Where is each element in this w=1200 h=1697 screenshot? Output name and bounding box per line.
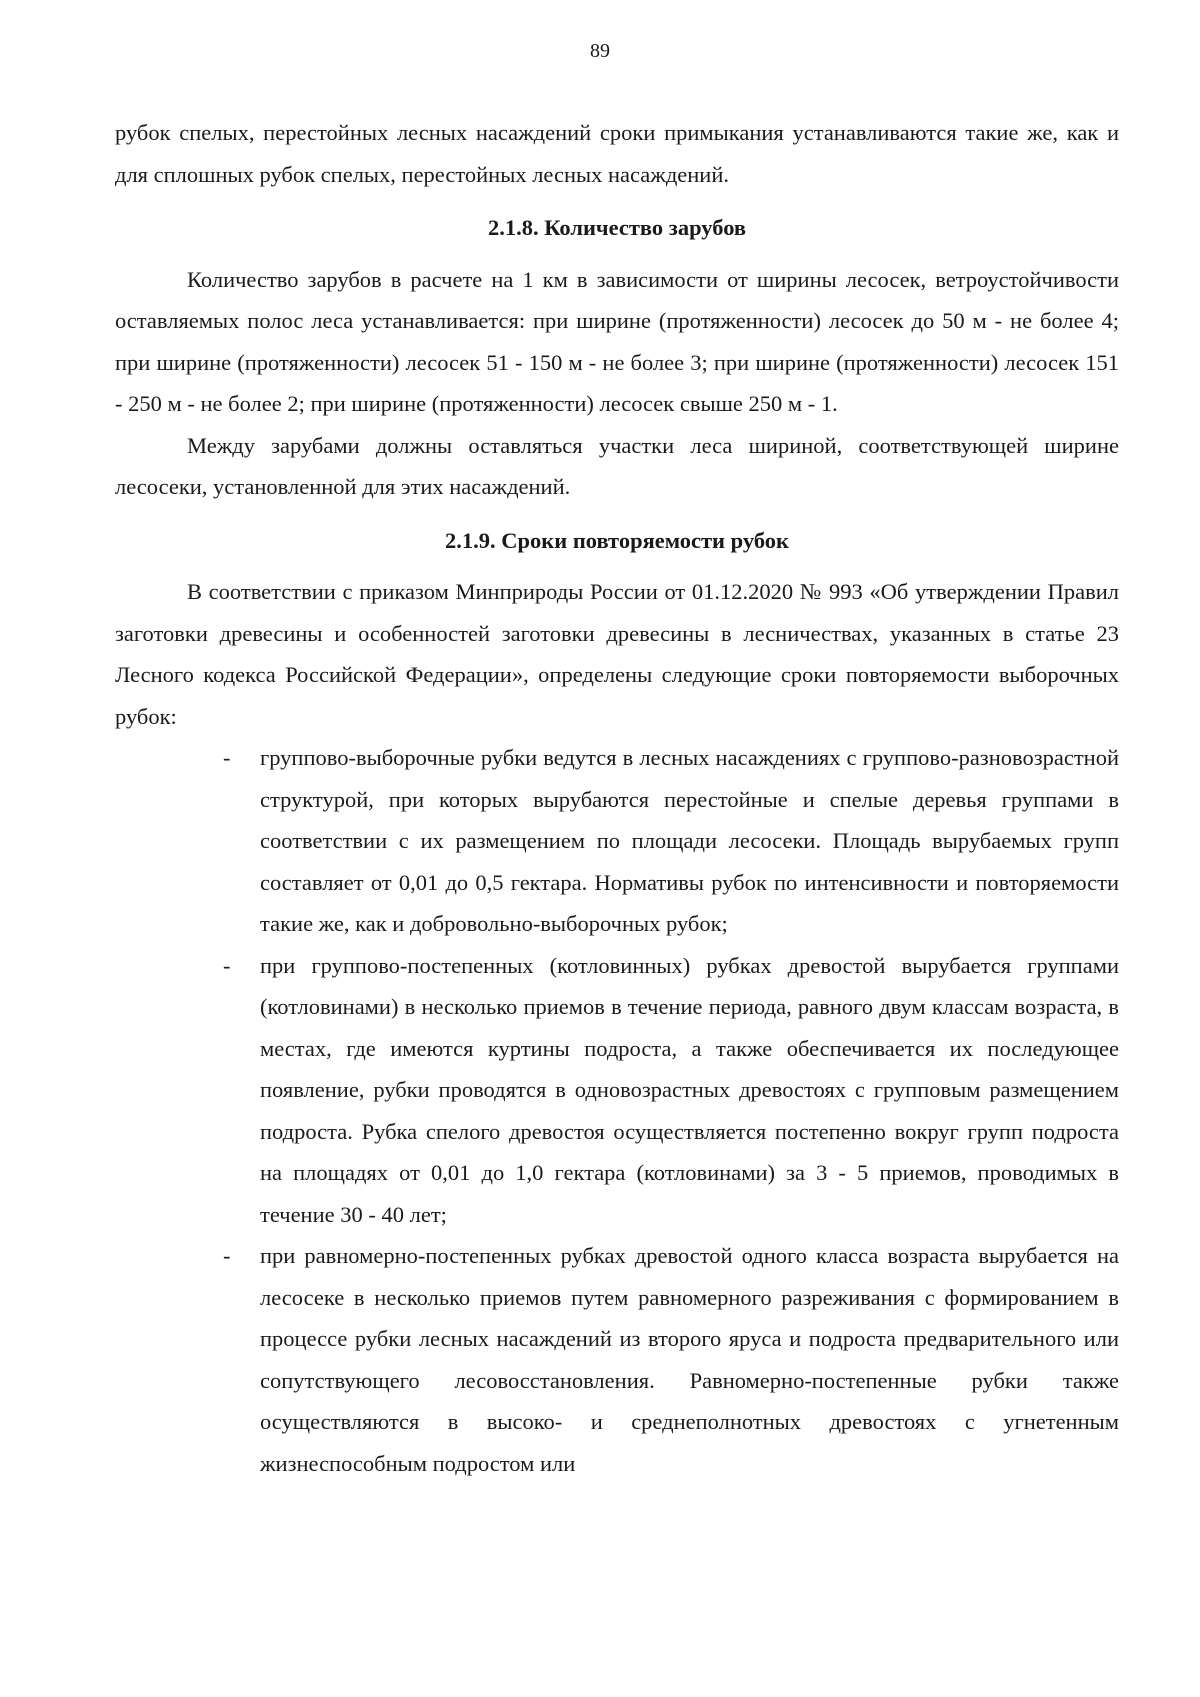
list-item <box>115 1235 1119 1484</box>
list-item-text: при группово-постепенных (котловинных) рубках древостой вырубается группами (котловинами) в несколько приемов в течение периода, равного двум классам возраста, в местах, где имеются куртины подроста, а также обеспечивается их последующее появление, рубки проводятся в одновозрастных древостоях с групповым размещением подроста. Рубка спелого древостоя осуществляется постепенно вокруг групп подроста на площадях от 0,01 до 1,0 гектара (котловинами) за 3 - 5 приемов, проводимых в течение 30 - 40 лет; <box>260 952 1119 1227</box>
intro-paragraph: рубок спелых, перестойных лесных насаждений сроки примыкания устанавливаются такие же, как и для сплошных рубок спелых, перестойных лесных насаждений. <box>115 120 1119 187</box>
list-item <box>115 737 1119 945</box>
repeat-cutting-list <box>115 737 1119 1484</box>
section-heading-2-1-8: 2.1.8. Количество зарубов <box>487 215 747 240</box>
section-2-1-8-paragraph-2: Между зарубами должны оставляться участки леса шириной, соответствующей ширине лесосеки, установленной для этих насаждений. <box>115 432 1119 499</box>
section-heading-2-1-9: 2.1.9. Сроки повторяемости рубок <box>445 527 789 553</box>
page-content <box>115 112 1119 1484</box>
section-2-1-8-paragraph-1: Количество зарубов в расчете на 1 км в зависимости от ширины лесосек, ветроустойчивости оставляемых полос леса устанавливается: при ширине (протяженности) лесосек до 50 м - не более 4; при ширине (протяженности) лесосек 51 - 150 м - не более 3; при ширине (протяженности) лесосек 151 - 250 м - не более 2; при ширине (протяженности) лесосек свыше 250 м - 1. <box>115 266 1119 416</box>
section-2-1-9-intro: В соответствии с приказом Минприроды России от 01.12.2020 № 993 «Об утверждении Правил заготовки древесины и особенностей заготовки древесины в лесничествах, указанных в статье 23 Лесного кодекса Российской Федерации», определены следующие сроки повторяемости выборочных рубок: <box>115 579 1119 729</box>
list-item <box>115 945 1119 1236</box>
list-item-text: группово-выборочные рубки ведутся в лесных насаждениях с группово-разновозрастной структурой, при которых вырубаются перестойные и спелые деревья группами в соответствии с их размещением по площади лесосеки. Площадь вырубаемых групп составляет от 0,01 до 0,5 гектара. Нормативы рубок по интенсивности и повторяемости такие же, как и добровольно-выборочных рубок; <box>260 745 1119 936</box>
page-number: 89 <box>590 40 610 62</box>
list-item-text: при равномерно-постепенных рубках древостой одного класса возраста вырубается на лесосеке в несколько приемов путем равномерного разреживания с формированием в процессе рубки лесных насаждений из второго яруса и подроста предварительного или сопутствующего лесовосстановления. Равномерно-постепенные рубки также осуществляются в высоко- и среднеполнотных древостоях с угнетенным жизнеспособным подростом или <box>260 1243 1119 1476</box>
dash-marker: - <box>223 745 231 770</box>
dash-marker: - <box>223 1243 231 1268</box>
dash-marker: - <box>223 952 231 978</box>
